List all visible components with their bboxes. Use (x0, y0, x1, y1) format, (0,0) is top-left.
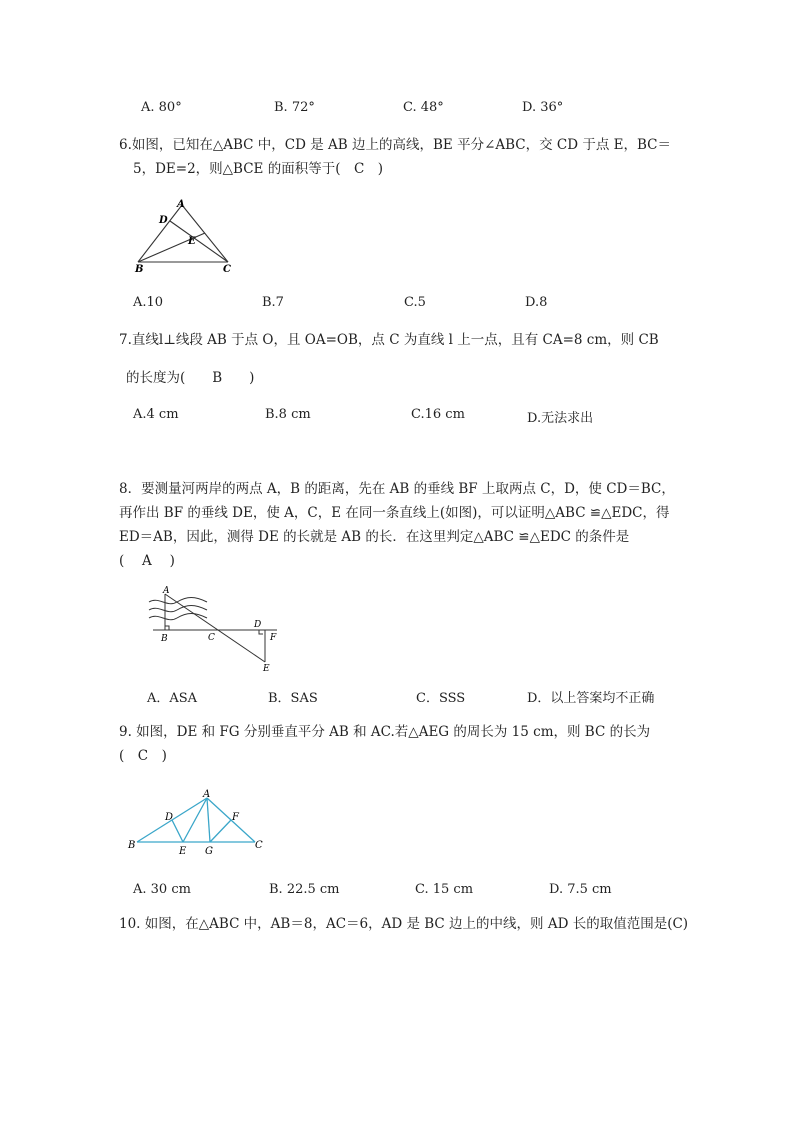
q8-option-d: D．以上答案均不正确 (527, 691, 655, 706)
q10-stem-line1: 10. 如图，在△ABC 中，AB＝8，AC＝6，AD 是 BC 边上的中线，则 AD 长的取值范围是(C) (119, 916, 689, 932)
q8-label-c: C (208, 633, 215, 643)
q9-figure (125, 788, 267, 856)
q9-option-d: D. 7.5 cm (549, 882, 612, 897)
q9-side-ac (207, 798, 255, 842)
q8-option-a: A．ASA (147, 691, 198, 706)
q8-label-d: D (254, 620, 262, 630)
q8-stem-line4: ( A ) (119, 553, 175, 569)
q7-option-c: C.16 cm (411, 407, 465, 422)
q9-label-d: D (165, 812, 174, 823)
q8-right-angle-d (259, 630, 263, 634)
q8-label-b: B (161, 634, 168, 644)
q7-option-d: D.无法求出 (527, 411, 594, 426)
q8-label-f: F (270, 633, 277, 643)
q6-option-c: C.5 (404, 295, 426, 310)
q9-label-f: F (232, 812, 239, 823)
q9-segment-de (172, 820, 183, 842)
q9-option-c: C. 15 cm (415, 882, 474, 897)
q6-label-a: A (177, 199, 185, 210)
q5-option-d: D. 36° (522, 100, 564, 115)
q9-label-a: A (203, 789, 211, 800)
q9-label-e: E (179, 846, 187, 856)
q8-stem-line3: ED＝AB，因此，测得 DE 的长就是 AB 的长．在这里判定△ABC ≌△EDC 的条件是 (119, 529, 630, 545)
q6-stem-line1: 6.如图，已知在△ABC 中，CD 是 AB 边上的高线，BE 平分∠ABC，交 CD 于点 E，BC＝ (119, 137, 672, 153)
q6-stem-line2: 5，DE=2，则△BCE 的面积等于( C ) (133, 161, 384, 177)
q9-label-g: G (205, 846, 213, 856)
q8-option-c: C．SSS (416, 691, 466, 706)
q9-label-b: B (128, 840, 136, 851)
q9-option-a: A. 30 cm (133, 882, 191, 897)
q6-label-c: C (223, 264, 231, 275)
q6-option-b: B.7 (262, 295, 284, 310)
q6-option-a: A.10 (133, 295, 164, 310)
q8-right-angle-b (165, 626, 169, 630)
q6-side-ab (138, 205, 182, 262)
q9-segment-fg (210, 820, 231, 842)
q8-stem-line1: 8．要测量河两岸的两点 A，B 的距离，先在 AB 的垂线 BF 上取两点 C，D，使 CD＝BC， (119, 481, 675, 497)
q7-stem-line1: 7.直线l⊥线段 AB 于点 O，且 OA=OB，点 C 为直线 l 上一点，且有 CA=8 cm，则 CB (119, 332, 659, 348)
q8-line-ae (165, 594, 265, 662)
q6-label-b: B (135, 264, 144, 275)
q9-option-b: B. 22.5 cm (269, 882, 340, 897)
q7-option-a: A.4 cm (133, 407, 179, 422)
q8-river-wave-2 (149, 606, 207, 612)
q6-altitude-cd (170, 221, 228, 262)
q5-option-a: A. 80° (141, 100, 182, 115)
q7-stem-line2: 的长度为( B ) (126, 370, 255, 386)
q8-label-e: E (263, 664, 270, 672)
q6-label-d: D (159, 215, 168, 226)
q9-label-c: C (255, 840, 263, 851)
q9-stem-line2: ( C ) (119, 748, 167, 764)
q8-label-a: A (163, 586, 170, 596)
q9-stem-line1: 9. 如图，DE 和 FG 分别垂直平分 AB 和 AC.若△AEG 的周长为 15 cm，则 BC 的长为 (119, 724, 651, 740)
q8-option-b: B．SAS (268, 691, 318, 706)
q6-option-d: D.8 (525, 295, 548, 310)
q5-option-c: C. 48° (403, 100, 444, 115)
q7-option-b: B.8 cm (265, 407, 311, 422)
q9-segment-ag (207, 798, 210, 842)
q5-option-b: B. 72° (274, 100, 315, 115)
q6-figure (128, 196, 240, 276)
q9-segment-ae (183, 798, 207, 842)
q8-stem-line2: 再作出 BF 的垂线 DE，使 A，C，E 在同一条直线上(如图)，可以证明△ABC ≌△EDC，得 (119, 505, 670, 521)
q8-figure (145, 582, 285, 672)
q6-label-e: E (188, 236, 196, 247)
